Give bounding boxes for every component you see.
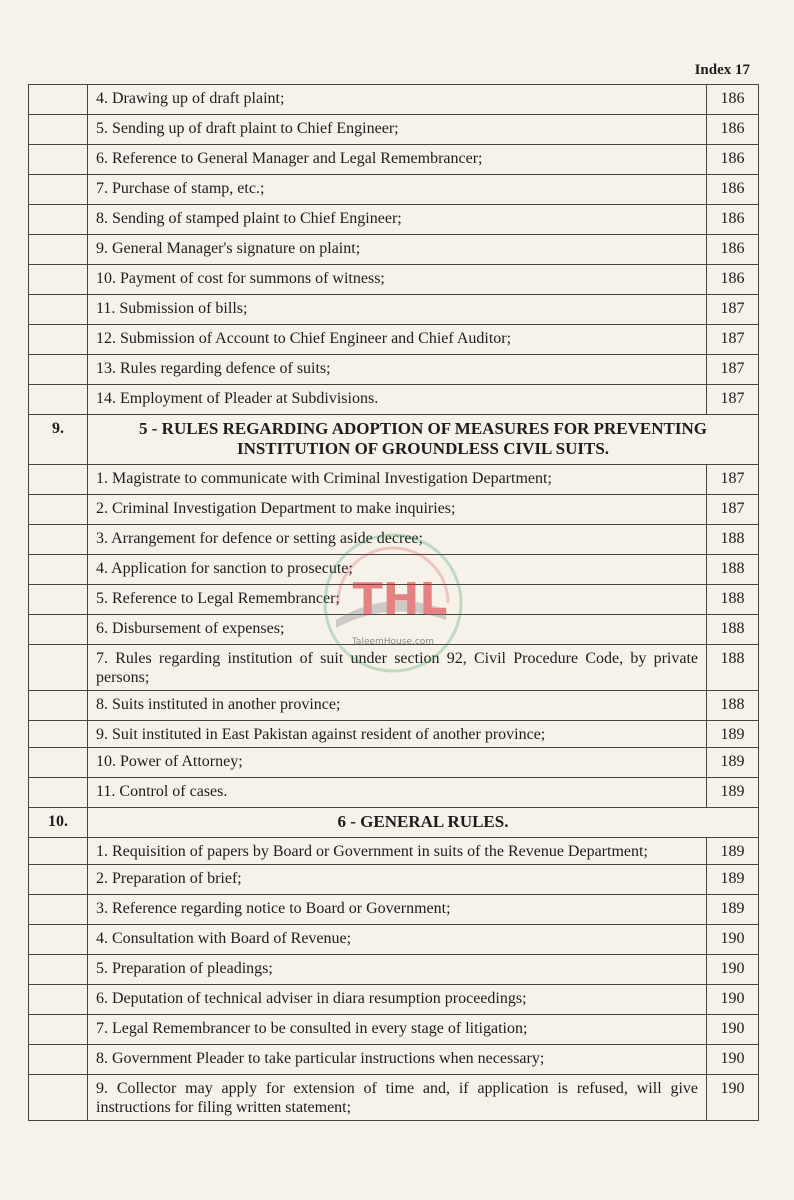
index-entry-row	[29, 865, 759, 895]
entry-text: 12. Submission of Account to Chief Engineer and Chief Auditor;	[88, 325, 707, 355]
page-number: 186	[707, 235, 759, 265]
index-entry-row	[29, 1015, 759, 1045]
section-number: 9.	[29, 415, 88, 465]
page-number: 187	[707, 495, 759, 525]
entry-text: 8. Government Pleader to take particular instructions when necessary;	[88, 1045, 707, 1075]
svg-text:THL: THL	[352, 574, 448, 625]
entry-text: 13. Rules regarding defence of suits;	[88, 355, 707, 385]
section-number	[29, 235, 88, 265]
entry-text: 9. General Manager's signature on plaint;	[88, 235, 707, 265]
entry-text: 7. Legal Remembrancer to be consulted in every stage of litigation;	[88, 1015, 707, 1045]
index-entry-row	[29, 115, 759, 145]
page-number: 190	[707, 1045, 759, 1075]
section-number	[29, 955, 88, 985]
index-entry-row	[29, 295, 759, 325]
index-entry-row	[29, 205, 759, 235]
index-entry-row	[29, 895, 759, 925]
section-title: 5 - RULES REGARDING ADOPTION OF MEASURES FOR PREVENTING INSTITUTION OF GROUNDLESS CIVIL SUITS.	[88, 415, 759, 465]
section-number	[29, 1045, 88, 1075]
page-number: 186	[707, 85, 759, 115]
page-number: 187	[707, 385, 759, 415]
page-number: 189	[707, 895, 759, 925]
entry-text: 7. Purchase of stamp, etc.;	[88, 175, 707, 205]
section-number	[29, 175, 88, 205]
section-number	[29, 838, 88, 865]
section-number	[29, 115, 88, 145]
index-entry-row	[29, 748, 759, 778]
page-number: 188	[707, 645, 759, 691]
page-number: 188	[707, 691, 759, 721]
page-number: 189	[707, 721, 759, 748]
section-number	[29, 495, 88, 525]
entry-text: 10. Payment of cost for summons of witness;	[88, 265, 707, 295]
section-number	[29, 691, 88, 721]
entry-text: 5. Reference to Legal Remembrancer;	[88, 585, 707, 615]
page-number: 188	[707, 615, 759, 645]
section-number: 10.	[29, 808, 88, 838]
section-number	[29, 1075, 88, 1121]
section-number	[29, 985, 88, 1015]
index-entry-row	[29, 691, 759, 721]
section-number	[29, 205, 88, 235]
page-number: 187	[707, 325, 759, 355]
index-entry-row	[29, 465, 759, 495]
index-entry-row	[29, 955, 759, 985]
section-heading-row	[29, 415, 759, 465]
watermark-caption: TaleemHouse.com	[351, 637, 435, 647]
entry-text: 2. Criminal Investigation Department to make inquiries;	[88, 495, 707, 525]
index-entry-row	[29, 525, 759, 555]
page-number: 186	[707, 175, 759, 205]
page-number: 190	[707, 955, 759, 985]
page-index-number: Index 17	[694, 62, 750, 78]
section-number	[29, 925, 88, 955]
page-number: 190	[707, 1075, 759, 1121]
page-number: 187	[707, 295, 759, 325]
page-number: 186	[707, 205, 759, 235]
section-number	[29, 895, 88, 925]
entry-text: 10. Power of Attorney;	[88, 748, 707, 778]
section-number	[29, 295, 88, 325]
entry-text: 9. Suit instituted in East Pakistan against resident of another province;	[88, 721, 707, 748]
section-number	[29, 145, 88, 175]
entry-text: 11. Submission of bills;	[88, 295, 707, 325]
section-number	[29, 355, 88, 385]
page-number: 186	[707, 115, 759, 145]
page-number: 189	[707, 778, 759, 808]
section-number	[29, 465, 88, 495]
entry-text: 8. Suits instituted in another province;	[88, 691, 707, 721]
section-number	[29, 555, 88, 585]
index-entry-row	[29, 1075, 759, 1121]
section-heading-row	[29, 808, 759, 838]
index-entry-row	[29, 385, 759, 415]
section-number	[29, 85, 88, 115]
index-entry-row	[29, 721, 759, 748]
section-number	[29, 385, 88, 415]
index-entry-row	[29, 495, 759, 525]
page-number: 190	[707, 985, 759, 1015]
section-number	[29, 865, 88, 895]
page-number: 188	[707, 585, 759, 615]
entry-text: 6. Disbursement of expenses;	[88, 615, 707, 645]
index-entry-row	[29, 85, 759, 115]
index-entry-row	[29, 925, 759, 955]
index-entry-row	[29, 585, 759, 615]
page-number: 190	[707, 1015, 759, 1045]
entry-text: 1. Magistrate to communicate with Criminal Investigation Department;	[88, 465, 707, 495]
index-entry-row	[29, 985, 759, 1015]
index-entry-row	[29, 778, 759, 808]
index-entry-row	[29, 265, 759, 295]
index-entry-row	[29, 325, 759, 355]
section-number	[29, 645, 88, 691]
index-entry-row	[29, 235, 759, 265]
index-table	[28, 84, 759, 1121]
index-entry-row	[29, 645, 759, 691]
section-number	[29, 721, 88, 748]
entry-text: 4. Application for sanction to prosecute;	[88, 555, 707, 585]
entry-text: 2. Preparation of brief;	[88, 865, 707, 895]
page-number: 190	[707, 925, 759, 955]
section-number	[29, 748, 88, 778]
entry-text: 5. Sending up of draft plaint to Chief Engineer;	[88, 115, 707, 145]
entry-text: 6. Reference to General Manager and Legal Remembrancer;	[88, 145, 707, 175]
entry-text: 7. Rules regarding institution of suit under section 92, Civil Procedure Code, by private persons;	[88, 645, 707, 691]
page-number: 189	[707, 865, 759, 895]
entry-text: 6. Deputation of technical adviser in diara resumption proceedings;	[88, 985, 707, 1015]
page-number: 187	[707, 355, 759, 385]
section-number	[29, 265, 88, 295]
index-entry-row	[29, 175, 759, 205]
section-number	[29, 615, 88, 645]
entry-text: 3. Reference regarding notice to Board or Government;	[88, 895, 707, 925]
index-entry-row	[29, 355, 759, 385]
page-number: 186	[707, 145, 759, 175]
entry-text: 14. Employment of Pleader at Subdivisions.	[88, 385, 707, 415]
page-number: 188	[707, 555, 759, 585]
index-entry-row	[29, 838, 759, 865]
entry-text: 8. Sending of stamped plaint to Chief Engineer;	[88, 205, 707, 235]
section-number	[29, 525, 88, 555]
section-number	[29, 325, 88, 355]
section-number	[29, 778, 88, 808]
page-number: 189	[707, 838, 759, 865]
section-number	[29, 585, 88, 615]
section-number	[29, 1015, 88, 1045]
page-number: 189	[707, 748, 759, 778]
entry-text: 9. Collector may apply for extension of time and, if application is refused, will give instructions for filing written statement;	[88, 1075, 707, 1121]
page-number: 187	[707, 465, 759, 495]
entry-text: 4. Drawing up of draft plaint;	[88, 85, 707, 115]
entry-text: 3. Arrangement for defence or setting aside decree;	[88, 525, 707, 555]
entry-text: 1. Requisition of papers by Board or Government in suits of the Revenue Department;	[88, 838, 707, 865]
index-entry-row	[29, 615, 759, 645]
index-entry-row	[29, 555, 759, 585]
entry-text: 4. Consultation with Board of Revenue;	[88, 925, 707, 955]
entry-text: 11. Control of cases.	[88, 778, 707, 808]
entry-text: 5. Preparation of pleadings;	[88, 955, 707, 985]
index-entry-row	[29, 1045, 759, 1075]
page-number: 186	[707, 265, 759, 295]
index-entry-row	[29, 145, 759, 175]
page-number: 188	[707, 525, 759, 555]
section-title: 6 - GENERAL RULES.	[88, 808, 759, 838]
